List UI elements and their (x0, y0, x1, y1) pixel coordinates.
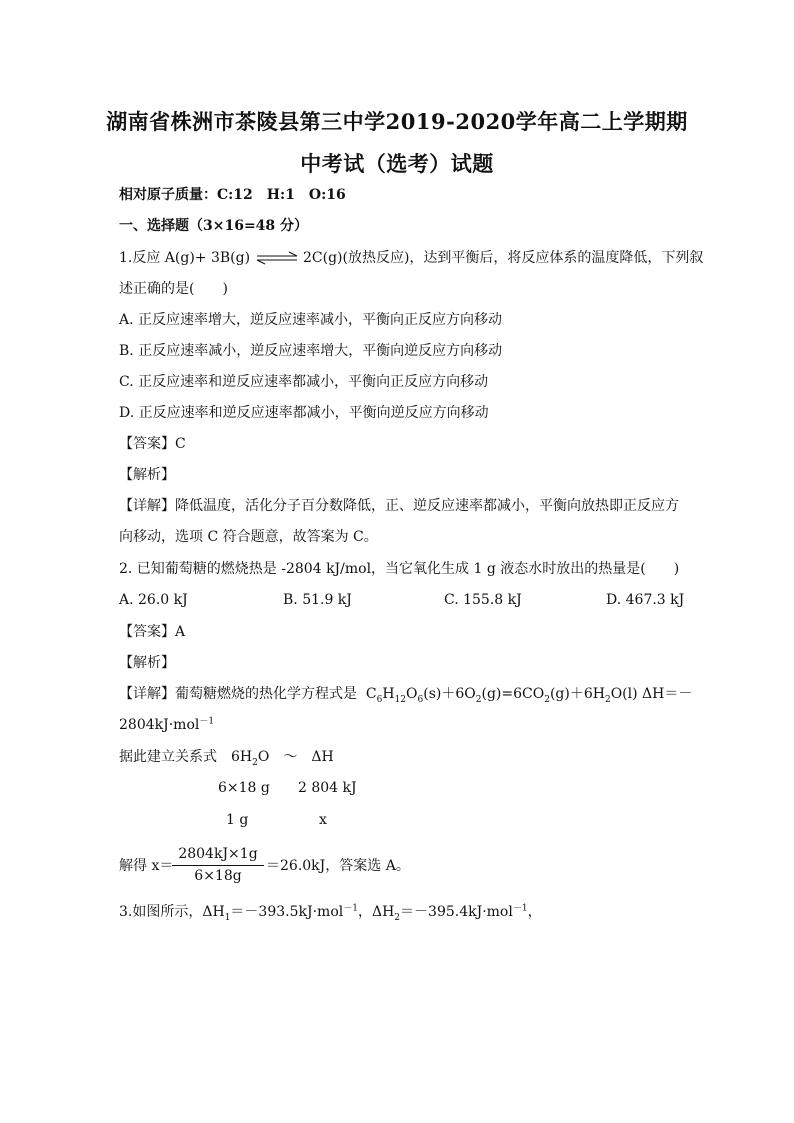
fraction-denominator: 6×18g (194, 868, 242, 884)
question-1-option-a: A. 正反应速率增大，逆反应速率减小，平衡向正反应方向移动 (119, 312, 503, 328)
section-heading: 一、选择题（3×16=48 分） (119, 218, 309, 234)
question-1-option-d: D. 正反应速率和逆反应速率都减小，平衡向逆反应方向移动 (119, 405, 489, 421)
fraction-bar (172, 865, 264, 866)
question-2-analysis: 【解析】 (119, 655, 175, 671)
relation-label: 据此建立关系式 6H (119, 749, 253, 765)
question-1-stem-a: 1.反应 A(g)+ 3B(g) (119, 250, 251, 266)
question-2-answer: 【答案】A (119, 624, 186, 640)
relation-line: 据此建立关系式 $6H_2O$ ～ ΔH (119, 749, 334, 768)
q3-lead: 3.如图所示，ΔH (119, 904, 225, 920)
question-3-stem: 3.如图所示，$\Delta H_1=-393.5kJ\cdot mol^{-1}$，$\Delta H_2=-395.4kJ\cdot mol^{-1}$， (119, 903, 542, 923)
relation-row-1-left: 6×18 g (218, 780, 270, 796)
q3-mid2: ，ΔH (357, 904, 395, 920)
relation-row-2-left: 1 g (226, 812, 249, 828)
question-2-stem: 2. 已知葡萄糖的燃烧热是 -2804 kJ/mol，当它氧化生成 1 g 液态水时放出的热量是( ) (119, 561, 680, 577)
fraction-numerator: 2804kJ×1g (178, 846, 258, 862)
question-2-option-d: D. 467.3 kJ (606, 592, 685, 608)
question-1-analysis: 【解析】 (119, 467, 175, 483)
relation-tail: O ～ ΔH (257, 749, 334, 765)
q3-mid: ＝－393.5kJ·mol (230, 904, 344, 920)
question-1-stem-b: 2C(g)(放热反应)，达到平衡后，将反应体系的温度降低，下列叙 (302, 250, 704, 266)
q3-end: ＝－395.4kJ·mol (400, 904, 513, 920)
solve-suffix: ＝26.0kJ，答案选 A。 (266, 858, 410, 874)
question-1-stem-c: 述正确的是( ) (119, 281, 228, 297)
question-2-detail-cont: 2804kJ·mol$^{-1}$ (119, 716, 215, 733)
equilibrium-arrow-icon (255, 251, 299, 265)
solve-fraction (172, 846, 264, 886)
solve-prefix: 解得 x＝ (119, 858, 174, 874)
question-1-option-b: B. 正反应速率减小，逆反应速率增大，平衡向逆反应方向移动 (119, 343, 503, 359)
atomic-mass-line: 相对原子质量：C:12 H:1 O:16 (119, 187, 346, 203)
question-1-detail-2: 向移动，选项 C 符合题意，故答案为 C。 (119, 529, 378, 545)
question-1-stem (119, 249, 703, 267)
question-1-answer: 【答案】C (119, 436, 186, 452)
question-1-option-c: C. 正反应速率和逆反应速率都减小，平衡向正反应方向移动 (119, 374, 489, 390)
thermochemical-equation: $C_6H_{12}O_6(s)+6O_2(g)=6CO_2(g)+6H_2O(l)$ ΔH＝－ (361, 686, 693, 705)
question-2-option-a: A. 26.0 kJ (119, 592, 188, 608)
question-2-option-b: B. 51.9 kJ (283, 592, 352, 608)
title-line-1: 湖南省株洲市茶陵县第三中学2019-2020学年高二上学期期 (106, 109, 688, 134)
question-2-detail-equation (119, 685, 692, 703)
question-1-detail-1: 【详解】降低温度，活化分子百分数降低，正、逆反应速率都减小，平衡向放热即正反应方 (119, 498, 679, 514)
q3-tail: ， (527, 904, 542, 920)
relation-row-2-right: x (319, 812, 327, 828)
question-2-detail-lead: 【详解】葡萄糖燃烧的热化学方程式是 (119, 686, 357, 702)
question-2-option-c: C. 155.8 kJ (444, 592, 522, 608)
relation-row-1-right: 2 804 kJ (298, 780, 357, 796)
detail-cont-value: 2804kJ·mol (119, 717, 200, 733)
title-line-2: 中考试（选考）试题 (300, 151, 494, 176)
